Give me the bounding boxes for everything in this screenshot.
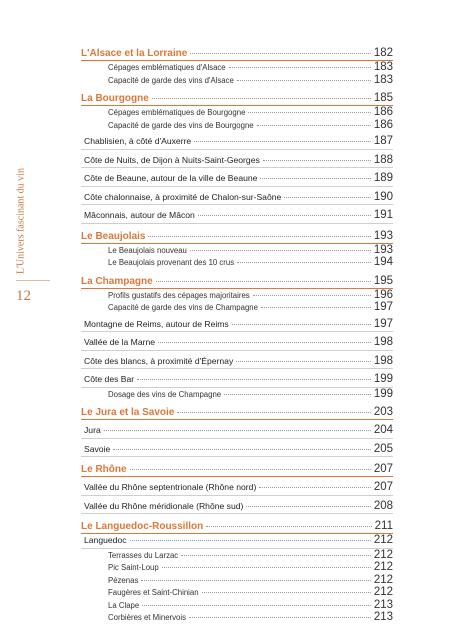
toc-entry-label: Capacité de garde des vins de Bourgogne <box>108 120 254 130</box>
toc-entry-subsub[interactable] <box>81 611 393 624</box>
dot-leader <box>284 197 371 198</box>
dot-leader <box>148 236 370 237</box>
toc-entry-label: La Clape <box>108 600 140 610</box>
toc-entry-subsub[interactable] <box>81 301 393 314</box>
entry-underline <box>81 350 393 351</box>
toc-entry-label: Capacité de garde des vins de Champagne <box>108 303 258 312</box>
entry-underline <box>81 513 393 514</box>
toc-entry-sub[interactable] <box>81 154 393 169</box>
toc-entry-page: 212 <box>373 561 393 573</box>
toc-entry-sub[interactable] <box>81 481 393 496</box>
side-divider <box>16 280 50 281</box>
toc-entry-label: Pic Saint-Loup <box>108 563 159 572</box>
toc-entry-label: Côte de Nuits, de Dijon à Nuits-Saint-Georges <box>84 154 260 165</box>
toc-entry-label: Vallée du Rhône méridionale (Rhône sud) <box>84 500 244 511</box>
toc-entry-label: Montagne de Reims, autour de Reims <box>84 318 229 329</box>
toc-entry-label: Le Jura et la Savoie <box>81 407 175 418</box>
dot-leader <box>202 592 371 593</box>
toc-entry-page: 186 <box>373 118 393 131</box>
section-underline <box>81 476 393 477</box>
dot-leader <box>224 394 371 395</box>
dot-leader <box>104 430 371 431</box>
toc-entry-section[interactable] <box>81 275 393 289</box>
toc-entry-page: 183 <box>373 73 393 86</box>
toc-entry-section[interactable] <box>81 230 393 244</box>
dot-leader <box>158 342 371 343</box>
toc-entry-label: Le Beaujolais <box>81 230 146 242</box>
toc-entry-label: Profils gustatifs des cépages majoritaires <box>108 290 250 300</box>
dot-leader <box>248 112 370 113</box>
dot-leader <box>194 141 371 142</box>
toc-entry-section[interactable] <box>81 47 393 61</box>
toc-entry-page: 197 <box>373 301 393 313</box>
toc-entry-page: 191 <box>373 209 393 221</box>
toc-entry-subsub[interactable] <box>81 289 393 302</box>
toc-entry-section[interactable] <box>81 92 393 106</box>
toc-entry-page: 193 <box>373 243 393 256</box>
toc-entry-section[interactable] <box>81 520 393 534</box>
dot-leader <box>236 361 371 362</box>
toc-entry-label: Mâconnais, autour de Mâcon <box>84 210 195 220</box>
toc-entry-sub[interactable] <box>81 424 393 439</box>
toc-entry-page: 212 <box>373 534 393 546</box>
toc-entry-page: 207 <box>373 481 393 493</box>
toc-entry-sub[interactable] <box>81 355 393 370</box>
entry-underline <box>81 223 393 224</box>
toc-entry-label: La Champagne <box>81 275 153 287</box>
toc-entry-subsub[interactable] <box>81 549 393 562</box>
toc-entry-label: Le Languedoc-Roussillon <box>81 521 204 532</box>
toc-entry-label: Dosage des vins de Champagne <box>108 389 222 399</box>
dot-leader <box>257 125 371 126</box>
dot-leader <box>261 307 371 308</box>
toc-entry-label: Côte des blancs, à proximité d'Épernay <box>84 355 234 366</box>
dot-leader <box>177 412 370 413</box>
toc-entry-sub[interactable] <box>81 318 393 333</box>
toc-entry-page: 194 <box>373 256 393 268</box>
toc-entry-page: 195 <box>373 274 393 287</box>
toc-entry-label: Le Rhône <box>81 464 127 475</box>
toc-entry-sub[interactable] <box>81 373 393 388</box>
dot-leader <box>232 324 371 325</box>
dot-leader <box>113 449 371 450</box>
dot-leader <box>141 580 370 581</box>
table-of-contents <box>81 47 393 624</box>
toc-entry-label: Vallée de la Marne <box>84 337 156 347</box>
dot-leader <box>156 281 371 282</box>
dot-leader <box>259 487 371 488</box>
toc-entry-subsub[interactable] <box>81 256 393 269</box>
running-book-title <box>14 166 28 276</box>
toc-entry-page: 211 <box>374 520 393 532</box>
toc-entry-sub[interactable] <box>81 500 393 515</box>
toc-entry-label: Cépages emblématiques d'Alsace <box>108 63 226 72</box>
toc-entry-subsub[interactable] <box>81 574 393 587</box>
toc-entry-sub[interactable] <box>81 209 393 224</box>
entry-underline <box>81 368 393 369</box>
toc-entry-sub[interactable] <box>81 443 393 458</box>
toc-entry-page: 197 <box>373 317 393 330</box>
entry-underline <box>81 149 393 150</box>
entry-underline <box>81 186 393 187</box>
dot-leader <box>152 98 371 99</box>
toc-entry-sub[interactable] <box>81 135 393 150</box>
toc-entry-label: Capacité de garde des vins d'Alsace <box>108 75 234 85</box>
toc-entry-page: 198 <box>373 336 393 348</box>
dot-leader <box>190 250 371 251</box>
toc-entry-page: 199 <box>373 387 393 400</box>
toc-entry-page: 213 <box>373 611 393 623</box>
toc-entry-page: 183 <box>373 61 393 73</box>
dot-leader <box>189 617 371 618</box>
toc-entry-page: 193 <box>373 229 393 242</box>
dot-leader <box>198 215 371 216</box>
toc-entry-label: Côte de Beaune, autour de la ville de Beaune <box>84 173 258 183</box>
toc-entry-sub[interactable] <box>81 336 393 351</box>
toc-entry-page: 212 <box>373 573 393 586</box>
toc-entry-label: Cépages emblématiques de Bourgogne <box>108 108 246 117</box>
toc-entry-page: 182 <box>373 47 393 59</box>
toc-entry-subsub[interactable] <box>81 74 393 87</box>
toc-entry-page: 185 <box>373 92 393 104</box>
toc-entry-section[interactable] <box>81 406 393 420</box>
dot-leader <box>237 262 371 263</box>
dot-leader <box>263 160 371 161</box>
toc-entry-page: 204 <box>373 424 393 436</box>
entry-underline <box>81 495 393 496</box>
toc-entry-label: Terrasses du Larzac <box>108 550 179 560</box>
toc-entry-page: 212 <box>373 548 393 561</box>
entry-underline <box>81 438 393 439</box>
section-underline <box>81 419 393 420</box>
toc-entry-page: 213 <box>373 598 393 611</box>
toc-entry-label: La Bourgogne <box>81 93 149 104</box>
toc-entry-label: Chablisien, à côté d'Auxerre <box>84 136 192 146</box>
dot-leader <box>142 605 371 606</box>
toc-entry-page: 198 <box>373 354 393 367</box>
entry-underline <box>81 456 393 457</box>
toc-entry-label: Côte chalonnaise, à proximité de Chalon-sur-Saône <box>84 191 282 202</box>
toc-entry-section[interactable] <box>81 463 393 477</box>
dot-leader <box>181 555 371 556</box>
toc-entry-label: Pézenas <box>108 575 139 585</box>
dot-leader <box>190 53 371 54</box>
toc-entry-subsub[interactable] <box>81 388 393 401</box>
toc-entry-label: Le Beaujolais provenant des 10 crus <box>108 258 235 267</box>
toc-entry-page: 186 <box>373 106 393 118</box>
toc-entry-page: 203 <box>373 406 393 418</box>
entry-underline <box>81 331 393 332</box>
toc-entry-label: Côte des Bar <box>84 374 135 384</box>
toc-entry-label: Jura <box>84 425 101 435</box>
toc-entry-subsub[interactable] <box>81 61 393 74</box>
toc-entry-page: 208 <box>373 499 393 512</box>
dot-leader <box>130 540 371 541</box>
toc-entry-label: L'Alsace et la Lorraine <box>81 48 188 59</box>
toc-entry-sub[interactable] <box>81 172 393 187</box>
toc-entry-label: Le Beaujolais nouveau <box>108 245 187 255</box>
page-number: 12 <box>16 288 31 304</box>
toc-entry-label: Vallée du Rhône septentrionale (Rhône nord) <box>84 482 257 492</box>
toc-entry-page: 212 <box>373 586 393 598</box>
dot-leader <box>206 526 371 527</box>
dot-leader <box>229 67 371 68</box>
book-title-text: L'Univers fascinant du vin <box>15 168 27 274</box>
toc-entry-subsub[interactable] <box>81 599 393 612</box>
dot-leader <box>130 469 371 470</box>
toc-entry-label: Languedoc <box>84 535 127 545</box>
dot-leader <box>237 80 371 81</box>
toc-entry-page: 187 <box>373 135 393 147</box>
toc-entry-sub2[interactable] <box>81 534 393 549</box>
toc-entry-page: 188 <box>373 153 393 166</box>
dot-leader <box>246 506 370 507</box>
toc-entry-subsub[interactable] <box>81 586 393 599</box>
toc-entry-label: Savoie <box>84 443 111 454</box>
toc-entry-subsub[interactable] <box>81 106 393 119</box>
toc-entry-page: 196 <box>373 288 393 301</box>
toc-entry-page: 189 <box>373 172 393 184</box>
toc-entry-label: Corbières et Minervois <box>108 613 186 622</box>
dot-leader <box>162 567 371 568</box>
toc-entry-page: 205 <box>373 442 393 455</box>
toc-entry-page: 190 <box>373 190 393 203</box>
toc-entry-page: 199 <box>373 373 393 385</box>
toc-entry-label: Faugères et Saint-Chinian <box>108 588 199 597</box>
toc-entry-sub[interactable] <box>81 191 393 206</box>
toc-entry-subsub[interactable] <box>81 119 393 132</box>
entry-underline <box>81 167 393 168</box>
dot-leader <box>137 379 371 380</box>
toc-entry-subsub[interactable] <box>81 244 393 257</box>
entry-underline <box>81 204 393 205</box>
dot-leader <box>253 295 371 296</box>
dot-leader <box>260 178 370 179</box>
toc-entry-page: 207 <box>373 463 393 475</box>
